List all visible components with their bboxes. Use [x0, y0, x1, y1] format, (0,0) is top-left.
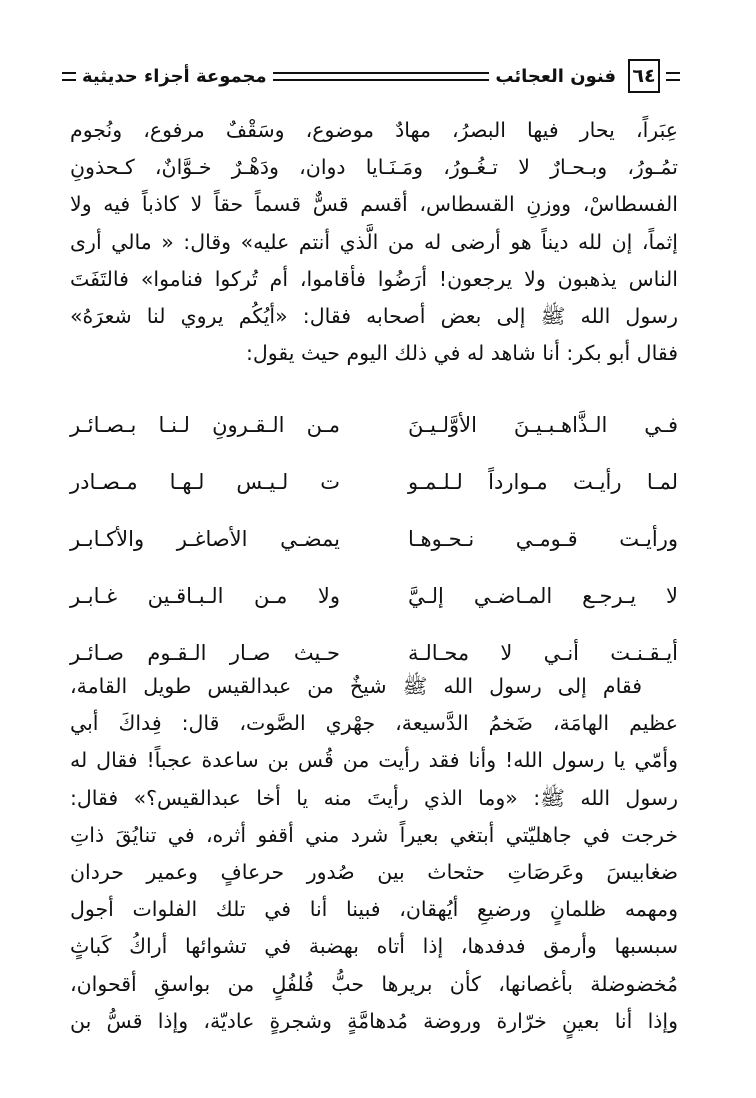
verse-second-hemistich: مـن الـقـرونِ لـنـا بـصـائـر [70, 412, 340, 437]
verse-second-hemistich: حـيث صـار الـقـوم صـائـر [70, 640, 340, 665]
text-line: ومهمه ظلمانٍ ورضيعِ أيُهقان، فبينا أنا في تلك الفلوات أجول [70, 897, 678, 922]
text-line: عِبَراً، يحار فيها البصرُ، مهادٌ موضوع، وسَقْفٌ مرفوع، ونُجوم [70, 118, 678, 142]
verse-first-hemistich: ورأيـت قـومـي نـحـوهـا [408, 526, 678, 551]
header-rule-start [666, 72, 680, 81]
text-line: الفسطاسْ، ووزنِ القسطاس، أقسم قسٌّ قسماً حقاً لا كاذباً فيه ولا [70, 192, 678, 217]
book-title: مجموعة أجزاء حديثية [82, 65, 267, 87]
text-line: رسول الله ﷺ: «وما الذي رأيتَ منه يا أخا عبدالقيس؟» فقال: [70, 785, 678, 810]
header-rule [273, 72, 490, 81]
text-line: تمُـورُ، وبـحـارٌ لا تـغُـورُ، ومَـنَـايا دوان، ودَهْـرٌ خـوَّانٌ، كـحذونِ [70, 155, 678, 180]
verse-first-hemistich: لا يـرجـع المـاضـي إلـيَّ [408, 583, 678, 608]
poem [70, 396, 678, 681]
text-line: عظيم الهامَة، ضَخمُ الدَّسيعة، جهْري الصَّوت، قال: فِداكَ أبي [70, 711, 678, 736]
poem-verse [70, 510, 678, 567]
paragraph-2 [70, 668, 678, 1040]
poem-verse [70, 567, 678, 624]
text-line: إثماً، إن لله ديناً هو أرضى له من الَّذي أنتم عليه» وقال: « مالي أرى [70, 229, 678, 254]
chapter-title: فنون العجائب [495, 65, 616, 87]
poem-verse [70, 396, 678, 453]
text-line: فقام إلى رسول الله ﷺ شيخٌ من عبدالقيس طويل القامة، [70, 674, 642, 698]
text-line: سبسبها وأرمق فدفدها، إذا أتاه بهضبة في تشوائها أراكُ كَباثٍ [70, 934, 678, 959]
header-rule-end [62, 72, 76, 81]
text-line: وإذا أنا بعينٍ خرّارة وروضة مُدهامَّةٍ وشجرةٍ عاديّة، وإذا قسُّ بن [70, 1008, 678, 1033]
verse-first-hemistich: لمـا رأيـت مـوارداً لـلـمـو [408, 469, 678, 494]
text-line: ضغابيسَ وعَرصَاتِ حثحاث بين صُدور حرعافٍ وعمير حردان [70, 860, 678, 885]
running-header [62, 58, 680, 94]
paragraph-1 [70, 112, 678, 372]
verse-first-hemistich: أيـقـنـت أنـي لا محـالـة [408, 640, 678, 665]
text-line: رسول الله ﷺ إلى بعض أصحابه فقال: «أيُكُم يروي لنا شعرَهُ» [70, 304, 678, 329]
text-line: مُخضوضلة بأغصانها، كأن بريرها حبُّ فُلفُلٍ من بواسقِ أقحوان، [70, 971, 678, 996]
verse-second-hemistich: يمضـي الأصاغـر والأكـابـر [70, 526, 340, 551]
text-line: فقال أبو بكر: أنا شاهد له في ذلك اليوم حيث يقول: [246, 341, 678, 366]
poem-verse [70, 453, 678, 510]
page-number: ٦٤ [628, 59, 660, 93]
text-line: خرجت في جاهليّتي أبتغي بعيراً شرد مني أقفو أثره، في تنايُقَ ذاتِ [70, 822, 678, 847]
verse-second-hemistich: ولا مـن الـبـاقـين غـابـر [70, 583, 340, 608]
text-line: الناس يذهبون ولا يرجعون! أرَضُوا فأقاموا، أم تُركوا فناموا» فالتَفَتَ [70, 266, 678, 291]
verse-second-hemistich: ت لـيـس لـهـا مـصـادر [70, 469, 340, 494]
text-line: وأمّي يا رسول الله! وأنا فقد رأيت من قُس بن ساعدة عجباً! فقال له [70, 748, 678, 773]
verse-first-hemistich: فـي الـذَّاهـبـيـنَ الأوَّلـيـنَ [408, 412, 678, 437]
